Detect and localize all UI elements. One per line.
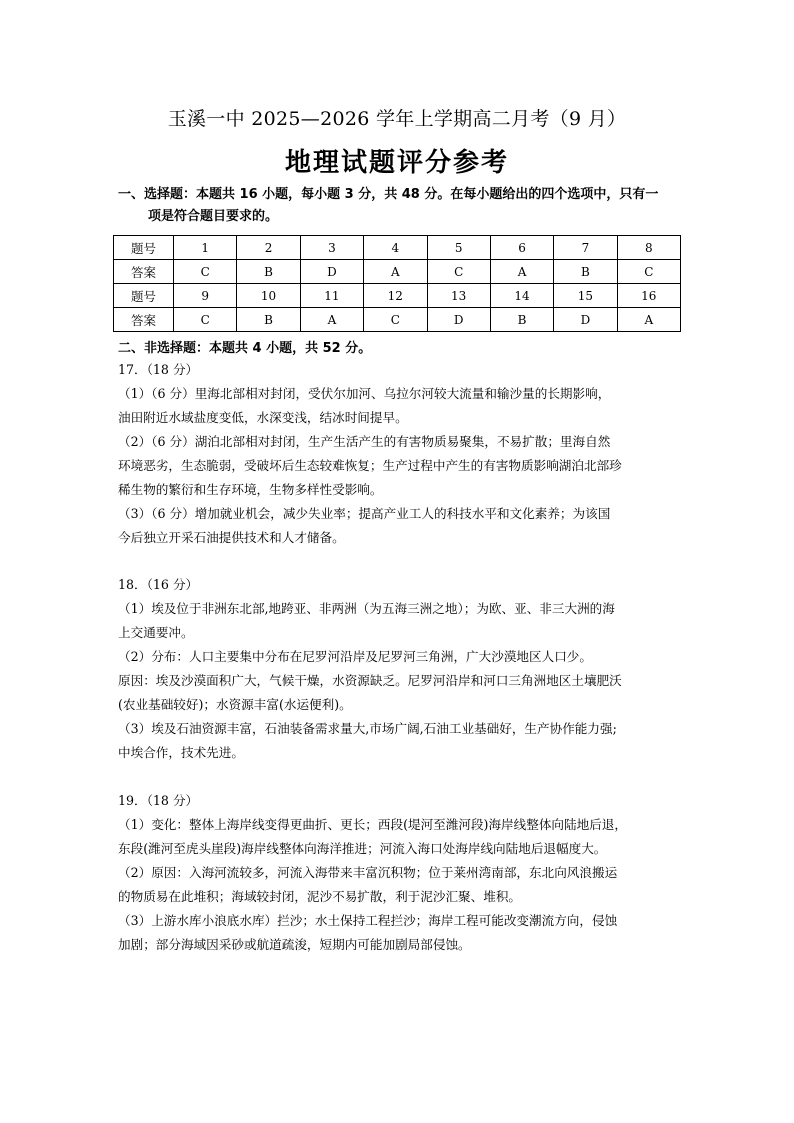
answer-line: （3）（6 分）增加就业机会，减少失业率；提高产业工人的科技水平和文化素养；为该国: [118, 506, 611, 521]
a-label: 答案: [114, 308, 174, 332]
section1-instructions: [118, 184, 688, 228]
answer-cell: A: [617, 308, 680, 332]
question-18: [118, 573, 683, 765]
q-num: 3: [300, 236, 363, 260]
question-head: 17．（18 分）: [118, 362, 199, 377]
table-row-numbers-1: [114, 236, 681, 260]
q-num: 2: [237, 236, 300, 260]
table-row-answers-2: [114, 308, 681, 332]
section2-heading: 二、非选择题：本题共 4 小题，共 52 分。: [118, 341, 372, 356]
answer-cell: B: [237, 308, 300, 332]
q-num: 7: [554, 236, 617, 260]
question-19: [118, 789, 683, 957]
answer-line: （1）变化：整体上海岸线变得更曲折、更长；西段(堤河至潍河段)海岸线整体向陆地后退，: [118, 817, 627, 832]
q-num: 12: [364, 284, 427, 308]
answer-line: （1）埃及位于非洲东北部,地跨亚、非两洲（为五海三洲之地）；为欧、亚、非三大洲的海: [118, 601, 615, 616]
question-17: [118, 358, 683, 550]
answer-cell: A: [490, 260, 553, 284]
q-num: 8: [617, 236, 680, 260]
answer-cell: D: [300, 260, 363, 284]
q-num: 13: [427, 284, 490, 308]
answer-line: 东段(潍河至虎头崖段)海岸线整体向海洋推进；河流入海口处海岸线向陆地后退幅度大。: [118, 841, 607, 856]
a-label: 答案: [114, 260, 174, 284]
answer-line: （2）分布：人口主要集中分布在尼罗河沿岸及尼罗河三角洲，广大沙漠地区人口少。: [118, 649, 592, 664]
q-num: 10: [237, 284, 300, 308]
q-num: 9: [174, 284, 237, 308]
answer-line: （2）（6 分）湖泊北部相对封闭，生产生活产生的有害物质易聚集，不易扩散；里海自然: [118, 434, 611, 449]
section1-line1: 一、选择题：本题共 16 小题，每小题 3 分，共 48 分。在每小题给出的四个选项中，只有一: [118, 187, 659, 202]
answer-cell: C: [174, 260, 237, 284]
q-num: 5: [427, 236, 490, 260]
q-num: 6: [490, 236, 553, 260]
q-num: 16: [617, 284, 680, 308]
answer-line: （3）埃及石油资源丰富，石油装备需求量大,市场广阔,石油工业基础好，生产协作能力强;: [118, 721, 617, 736]
answer-cell: B: [554, 260, 617, 284]
answer-line: （2）原因：入海河流较多，河流入海带来丰富沉积物；位于莱州湾南部，东北向风浪搬运: [118, 865, 618, 880]
question-head: 19．（18 分）: [118, 793, 199, 808]
answer-line: 原因：埃及沙漠面积广大，气候干燥，水资源缺乏。尼罗河沿岸和河口三角洲地区土壤肥沃: [118, 673, 622, 688]
section1-line2: 项是符合题目要求的。: [148, 209, 279, 224]
q-num: 15: [554, 284, 617, 308]
answer-cell: D: [554, 308, 617, 332]
exam-title: 玉溪一中 2025—2026 学年上学期高二月考（9 月）: [167, 108, 627, 130]
answer-line: 环境恶劣，生态脆弱，受破坏后生态较难恢复；生产过程中产生的有害物质影响湖泊北部珍: [118, 458, 622, 473]
answer-line: （3）上游水库小浪底水库）拦沙；水土保持工程拦沙；海岸工程可能改变潮流方向，侵蚀: [118, 913, 618, 928]
answer-cell: C: [427, 260, 490, 284]
answer-line: 中埃合作，技术先进。: [118, 745, 244, 760]
answer-cell: A: [364, 260, 427, 284]
document-title: 地理试题评分参考: [284, 148, 509, 178]
table-row-numbers-2: [114, 284, 681, 308]
answer-line: 的物质易在此堆积；海域较封闭，泥沙不易扩散，利于泥沙汇聚、堆积。: [118, 889, 521, 904]
q-num: 4: [364, 236, 427, 260]
q-num: 11: [300, 284, 363, 308]
answer-cell: B: [237, 260, 300, 284]
answer-cell: C: [174, 308, 237, 332]
answer-line: 油田附近水域盐度变低，水深变浅，结冰时间提早。: [118, 410, 408, 425]
answer-line: 上交通要冲。: [118, 625, 194, 640]
answer-cell: A: [300, 308, 363, 332]
answer-cell: D: [427, 308, 490, 332]
question-head: 18．（16 分）: [118, 577, 199, 592]
answer-line: 今后独立开采石油提供技术和人才储备。: [118, 530, 345, 545]
q-label: 题号: [114, 236, 174, 260]
table-row-answers-1: [114, 260, 681, 284]
answer-cell: C: [617, 260, 680, 284]
answer-cell: C: [364, 308, 427, 332]
answer-line: 稀生物的繁衍和生存环境，生物多样性受影响。: [118, 482, 383, 497]
q-label: 题号: [114, 284, 174, 308]
answer-line: (农业基础较好)；水资源丰富(水运便利)。: [118, 697, 352, 712]
answer-table: [113, 235, 681, 332]
answer-line: 加剧；部分海域因采砂或航道疏浚，短期内可能加剧局部侵蚀。: [118, 937, 471, 952]
q-num: 14: [490, 284, 553, 308]
answer-line: （1）（6 分）里海北部相对封闭，受伏尔加河、乌拉尔河较大流量和输沙量的长期影响，: [118, 386, 611, 401]
answer-cell: B: [490, 308, 553, 332]
q-num: 1: [174, 236, 237, 260]
